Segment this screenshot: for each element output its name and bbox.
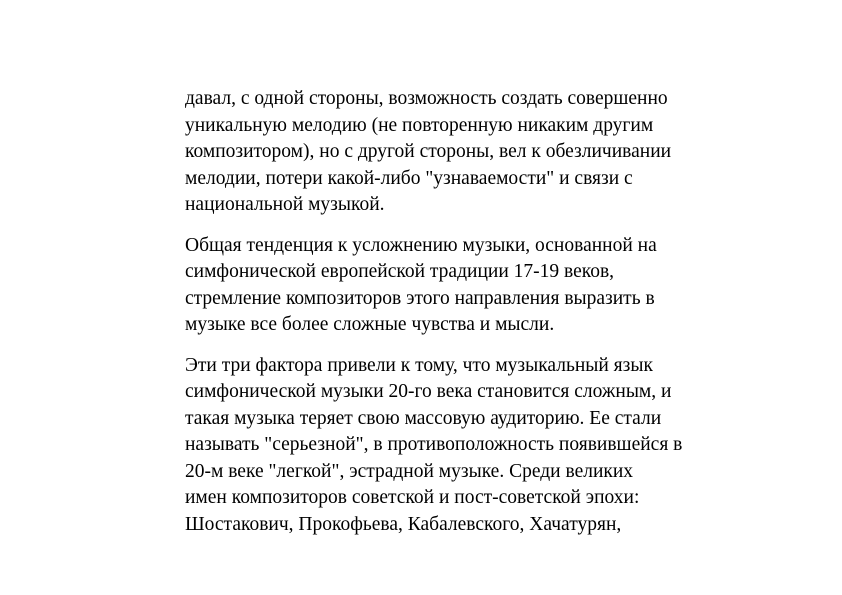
paragraph-3 bbox=[185, 353, 755, 539]
text-line: Эти три фактора привели к тому, что музыкальный язык bbox=[185, 354, 653, 376]
text-line: симфонической европейской традиции 17-19 веков, bbox=[185, 261, 615, 282]
text-line: Общая тенденция к усложнению музыки, основанной на bbox=[185, 234, 657, 256]
text-line: уникальную мелодию (не повторенную никаким другим bbox=[185, 114, 654, 136]
text-line: давал, с одной стороны, возможность создать совершенно bbox=[185, 88, 668, 109]
text-line: такая музыка теряет свою массовую аудиторию. Ее стали bbox=[185, 407, 662, 429]
paragraph-1 bbox=[185, 86, 755, 219]
text-line: мелодии, потери какой-либо "узнаваемости" и связи с bbox=[185, 167, 633, 189]
text-line: 20-м веке "легкой", эстрадной музыке. Среди великих bbox=[185, 460, 634, 482]
text-line: симфонической музыки 20-го века становится сложным, и bbox=[185, 381, 672, 402]
paragraph-2 bbox=[185, 233, 755, 339]
text-line: называть "серьезной", в противоположность появившейся в bbox=[185, 434, 683, 455]
text-line: стремление композиторов этого направления выразить в bbox=[185, 287, 655, 309]
text-line: музыке все более сложные чувства и мысли. bbox=[185, 314, 555, 335]
text-line: имен композиторов советской и пост-советской эпохи: bbox=[185, 487, 640, 508]
text-line: композитором), но с другой стороны, вел к обезличивании bbox=[185, 141, 672, 162]
body-text bbox=[185, 86, 755, 552]
text-line: национальной музыкой. bbox=[185, 194, 385, 215]
text-line: Шостакович, Прокофьева, Кабалевского, Хачатурян, bbox=[185, 513, 622, 535]
